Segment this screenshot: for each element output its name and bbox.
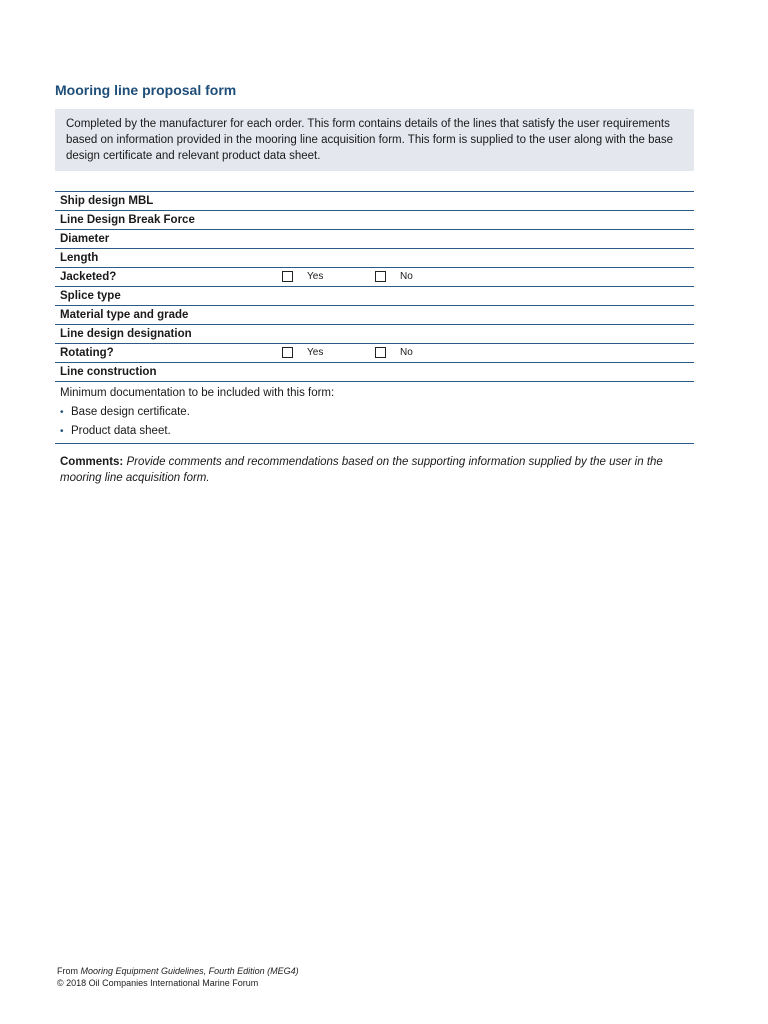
jacketed-yes-checkbox[interactable] xyxy=(282,271,293,282)
footer-source: Mooring Equipment Guidelines, Fourth Edition (MEG4) xyxy=(80,966,299,976)
row-label: Material type and grade xyxy=(60,309,189,321)
rotating-no-label: No xyxy=(400,347,413,358)
comments-section xyxy=(60,454,690,486)
row-label: Rotating? xyxy=(60,347,114,359)
row-rotating xyxy=(55,344,694,363)
row-label: Ship design MBL xyxy=(60,195,154,207)
row-ship-design-mbl[interactable] xyxy=(55,192,694,211)
rotating-no-checkbox[interactable] xyxy=(375,347,386,358)
row-line-design-designation[interactable] xyxy=(55,325,694,344)
row-label: Line design designation xyxy=(60,328,192,340)
row-label: Line Design Break Force xyxy=(60,214,195,226)
jacketed-no-label: No xyxy=(400,271,413,282)
footer: From Mooring Equipment Guidelines, Fourth Edition (MEG4) © 2018 Oil Companies International Marine Forum xyxy=(57,966,299,988)
list-item: • Base design certificate. xyxy=(60,403,694,422)
rotating-yes-label: Yes xyxy=(307,347,324,358)
bullet-icon: • xyxy=(60,426,64,437)
row-label: Length xyxy=(60,252,99,264)
rotating-yes-checkbox[interactable] xyxy=(282,347,293,358)
row-material-type[interactable] xyxy=(55,306,694,325)
jacketed-no-checkbox[interactable] xyxy=(375,271,386,282)
form-title: Mooring line proposal form xyxy=(55,82,237,98)
row-jacketed xyxy=(55,268,694,287)
row-line-construction[interactable] xyxy=(55,363,694,382)
comments-label: Comments: xyxy=(60,456,124,468)
row-label: Jacketed? xyxy=(60,271,117,283)
row-splice-type[interactable] xyxy=(55,287,694,306)
intro-text: Completed by the manufacturer for each order. This form contains details of the lines that satisfy the user requirements based on information provided in the mooring line acquisition form. This form is supplied to the user along with the base design certificate and relevant product data sheet. xyxy=(55,109,694,171)
documentation-section xyxy=(55,382,694,444)
jacketed-yes-label: Yes xyxy=(307,271,324,282)
row-diameter[interactable] xyxy=(55,230,694,249)
comments-text: Provide comments and recommendations based on the supporting information supplied by the user in the mooring line acquisition form. xyxy=(60,456,663,484)
row-line-design-break-force[interactable] xyxy=(55,211,694,230)
row-length[interactable] xyxy=(55,249,694,268)
row-label: Diameter xyxy=(60,233,110,245)
documentation-heading: Minimum documentation to be included with this form: xyxy=(60,387,335,399)
row-label: Splice type xyxy=(60,290,121,302)
list-item: • Product data sheet. xyxy=(60,422,694,441)
row-label: Line construction xyxy=(60,366,157,378)
footer-copyright: © 2018 Oil Companies International Marine Forum xyxy=(57,978,259,988)
proposal-form-table xyxy=(55,191,694,444)
bullet-icon: • xyxy=(60,407,64,418)
